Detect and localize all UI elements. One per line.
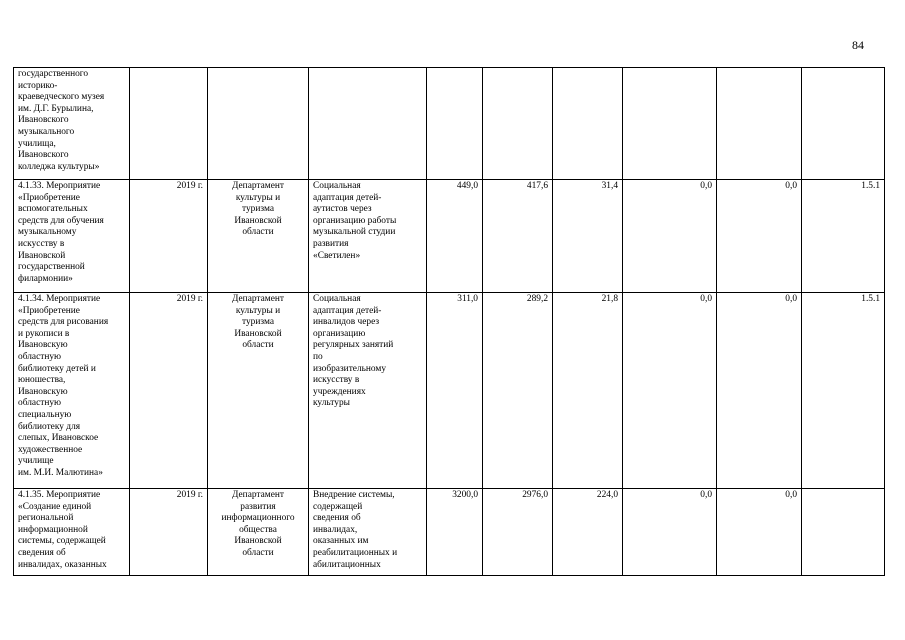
value-cell-1 xyxy=(483,68,553,180)
result-cell-line: музыкальной студии xyxy=(313,227,396,238)
result-cell-line: развития xyxy=(313,238,349,249)
indicator-code-cell: 1.5.1 xyxy=(802,180,885,293)
measure-name-cell-line: училища, xyxy=(18,138,56,149)
value-cell-1: 2976,0 xyxy=(483,489,553,576)
measure-name-cell-line: средств для обучения xyxy=(18,215,104,226)
result-cell xyxy=(309,68,427,180)
value-cell-4: 0,0 xyxy=(717,180,802,293)
result-cell-line: организацию xyxy=(313,328,366,339)
table-row xyxy=(14,68,885,180)
result-cell-line: регулярных занятий xyxy=(313,340,394,351)
department-cell xyxy=(208,293,309,489)
measure-name-cell-line: Ивановского xyxy=(18,150,69,161)
measure-name-cell-line: Ивановского xyxy=(18,115,69,126)
department-cell-line: туризма xyxy=(242,204,274,215)
department-cell-line: культуры и xyxy=(235,192,281,203)
measure-name-cell-line: краеведческого музея xyxy=(18,92,105,103)
value-cell-2: 21,8 xyxy=(553,293,623,489)
result-cell-line: Социальная xyxy=(313,294,361,304)
value-cell-1: 417,6 xyxy=(483,180,553,293)
measure-name-cell-line: колледжа культуры» xyxy=(18,161,100,172)
measure-name-cell-line: Ивановской xyxy=(18,250,66,261)
measure-name-cell-line: музыкального xyxy=(18,126,75,137)
department-cell-line: Департамент xyxy=(232,181,284,191)
result-cell-line: изобразительному xyxy=(313,363,387,374)
total-cell xyxy=(427,68,483,180)
measure-name-cell-line: «Приобретение xyxy=(18,192,80,203)
total-cell: 449,0 xyxy=(427,180,483,293)
measure-name-cell-line: специальную xyxy=(18,409,72,420)
result-cell-line: оказанных им xyxy=(313,536,369,547)
result-cell-line: учреждениях xyxy=(313,386,366,397)
measure-name-cell-line: «Приобретение xyxy=(18,305,80,316)
result-cell xyxy=(309,489,427,576)
measure-name-cell-line: искусству в xyxy=(18,238,65,249)
department-cell xyxy=(208,68,309,180)
measure-name-cell-line: библиотеку детей и xyxy=(18,363,96,374)
measure-name-cell-line: вспомогательных xyxy=(18,204,88,215)
value-cell-2 xyxy=(553,68,623,180)
result-cell-line: адаптация детей- xyxy=(313,192,382,203)
result-cell xyxy=(309,293,427,489)
result-cell-line: реабилитационных и xyxy=(313,547,398,558)
measure-name-cell-line: «Создание единой xyxy=(18,501,92,512)
measure-name-cell-line: им. Д.Г. Бурылина, xyxy=(18,103,94,114)
department-cell-line: развития xyxy=(240,501,276,512)
result-cell-line: «Светилен» xyxy=(313,250,361,261)
department-cell-line: Ивановской xyxy=(234,536,282,547)
value-cell-3: 0,0 xyxy=(623,489,717,576)
year-cell: 2019 г. xyxy=(130,489,208,576)
year-cell: 2019 г. xyxy=(130,293,208,489)
department-cell-line: туризма xyxy=(242,317,274,328)
measure-name-cell xyxy=(14,293,130,489)
result-cell-line: аутистов через xyxy=(313,204,372,215)
value-cell-1: 289,2 xyxy=(483,293,553,489)
result-cell-line: адаптация детей- xyxy=(313,305,382,316)
page-number: 84 xyxy=(852,38,864,52)
value-cell-3: 0,0 xyxy=(623,293,717,489)
measure-name-cell xyxy=(14,489,130,576)
measure-name-cell-line: 4.1.35. Мероприятие xyxy=(18,490,101,500)
total-cell: 311,0 xyxy=(427,293,483,489)
result-cell-line: содержащей xyxy=(313,501,363,512)
measure-name-cell-line: государственного xyxy=(18,69,89,79)
result-cell-line: организацию работы xyxy=(313,215,397,226)
measure-name-cell-line: региональной xyxy=(18,513,74,524)
result-cell-line: культуры xyxy=(313,398,350,409)
measure-name-cell-line: юношества, xyxy=(18,375,66,386)
table-row xyxy=(14,293,885,489)
table-row xyxy=(14,180,885,293)
year-cell: 2019 г. xyxy=(130,180,208,293)
measure-name-cell-line: 4.1.33. Мероприятие xyxy=(18,181,101,191)
measure-name-cell-line: 4.1.34. Мероприятие xyxy=(18,294,101,304)
measure-name-cell-line: и рукописи в xyxy=(18,328,70,339)
value-cell-2: 224,0 xyxy=(553,489,623,576)
value-cell-3 xyxy=(623,68,717,180)
measure-name-cell-line: филармонии» xyxy=(18,273,73,284)
measure-name-cell-line: Ивановскую xyxy=(18,386,68,397)
department-cell-line: Департамент xyxy=(232,294,284,304)
indicator-code-cell xyxy=(802,489,885,576)
value-cell-2: 31,4 xyxy=(553,180,623,293)
department-cell xyxy=(208,180,309,293)
measure-name-cell-line: государственной xyxy=(18,262,85,273)
result-cell-line: инвалидов через xyxy=(313,317,380,328)
measure-name-cell-line: информационной xyxy=(18,524,88,535)
indicator-code-cell: 1.5.1 xyxy=(802,293,885,489)
indicator-code-cell xyxy=(802,68,885,180)
department-cell-line: области xyxy=(242,547,274,558)
measure-name-cell-line: системы, содержащей xyxy=(18,536,106,547)
result-cell-line: инвалидах, xyxy=(313,524,358,535)
value-cell-4: 0,0 xyxy=(717,489,802,576)
department-cell-line: культуры и xyxy=(235,305,281,316)
program-table xyxy=(13,67,885,576)
department-cell-line: области xyxy=(242,340,274,351)
measure-name-cell xyxy=(14,68,130,180)
department-cell-line: информационного xyxy=(221,513,295,524)
department-cell xyxy=(208,489,309,576)
result-cell-line: по xyxy=(313,351,323,362)
measure-name-cell-line: сведения об xyxy=(18,547,66,558)
measure-name-cell-line: им. М.И. Малютина» xyxy=(18,467,103,478)
value-cell-3: 0,0 xyxy=(623,180,717,293)
department-cell-line: Ивановской xyxy=(234,328,282,339)
year-cell xyxy=(130,68,208,180)
result-cell-line: сведения об xyxy=(313,513,361,524)
measure-name-cell-line: областную xyxy=(18,351,62,362)
measure-name-cell-line: музыкальному xyxy=(18,227,77,238)
measure-name-cell-line: историко- xyxy=(18,80,58,91)
measure-name-cell-line: инвалидах, оказанных xyxy=(18,559,107,570)
measure-name-cell-line: средств для рисования xyxy=(18,317,109,328)
result-cell xyxy=(309,180,427,293)
measure-name-cell-line: областную xyxy=(18,398,62,409)
measure-name-cell-line: Ивановскую xyxy=(18,340,68,351)
department-cell-line: Департамент xyxy=(232,490,284,500)
department-cell-line: области xyxy=(242,227,274,238)
table-row xyxy=(14,489,885,576)
measure-name-cell-line: библиотеку для xyxy=(18,421,81,432)
measure-name-cell-line: слепых, Ивановское xyxy=(18,433,99,444)
measure-name-cell xyxy=(14,180,130,293)
result-cell-line: Социальная xyxy=(313,181,361,191)
measure-name-cell-line: училище xyxy=(18,456,54,467)
result-cell-line: Внедрение системы, xyxy=(313,490,395,500)
value-cell-4: 0,0 xyxy=(717,293,802,489)
value-cell-4 xyxy=(717,68,802,180)
result-cell-line: абилитационных xyxy=(313,559,381,570)
department-cell-line: общества xyxy=(239,524,277,535)
department-cell-line: Ивановской xyxy=(234,215,282,226)
total-cell: 3200,0 xyxy=(427,489,483,576)
measure-name-cell-line: художественное xyxy=(18,444,83,455)
result-cell-line: искусству в xyxy=(313,375,360,386)
